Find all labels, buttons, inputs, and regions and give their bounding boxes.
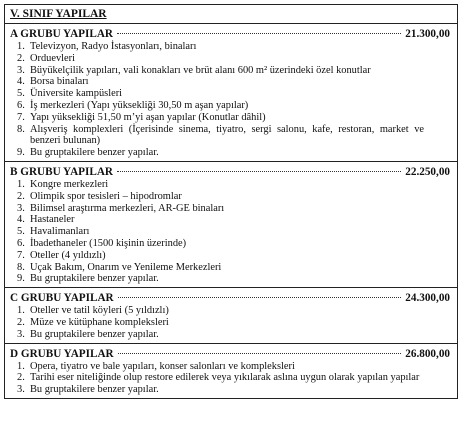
list-item [17, 191, 452, 203]
group-title: A GRUBU YAPILAR [10, 28, 113, 40]
item-number: 6. [17, 99, 25, 111]
list-item [17, 372, 452, 384]
item-text: Bu gruptakilere benzer yapılar. [30, 273, 159, 285]
dot-leader [117, 171, 401, 172]
group-title: C GRUBU YAPILAR [10, 292, 114, 305]
item-number: 9. [17, 147, 25, 159]
group-header [10, 291, 452, 305]
item-text: Bu gruptakilere benzer yapılar. [30, 384, 159, 396]
group-section [5, 162, 457, 288]
item-number: 4. [17, 76, 25, 88]
item-number: 2. [17, 190, 25, 202]
group-price: 22.250,00 [405, 165, 450, 178]
item-text: Bu gruptakilere benzer yapılar. [30, 147, 159, 159]
group-section [5, 24, 457, 162]
item-text: Müze ve kütüphane kompleksleri [30, 316, 169, 328]
building-class-table [4, 4, 458, 399]
list-item [17, 41, 452, 53]
group-section [5, 288, 457, 343]
section-title: V. SINIF YAPILAR [5, 5, 457, 24]
group-price: 24.300,00 [405, 292, 450, 305]
list-item [17, 124, 452, 148]
item-number: 6. [17, 237, 25, 249]
item-number: 8. [17, 261, 25, 273]
item-text: İbadethaneler (1500 kişinin üzerinde) [30, 237, 187, 249]
item-text: Oteller (4 yıldızlı) [30, 249, 106, 261]
group-price: 26.800,00 [405, 347, 450, 360]
item-text: Hastaneler [30, 214, 75, 226]
group-header [10, 347, 452, 361]
item-number: 1. [17, 360, 25, 372]
list-item [17, 203, 452, 215]
item-number: 2. [17, 316, 25, 328]
list-item [17, 384, 452, 396]
list-item [17, 214, 452, 226]
item-number: 4. [17, 214, 25, 226]
item-text: İş merkezleri (Yapı yüksekliği 30,50 m aşan yapılar) [30, 99, 249, 111]
group-header [10, 27, 452, 41]
item-text: Bilimsel araştırma merkezleri, AR-GE binaları [30, 202, 225, 214]
item-list [10, 179, 452, 285]
group-header [10, 165, 452, 179]
dot-leader [117, 33, 401, 34]
item-text: Olimpik spor tesisleri – hipodromlar [30, 190, 182, 202]
item-list [10, 305, 452, 340]
item-text: Borsa binaları [30, 76, 89, 88]
item-text: Orduevleri [30, 52, 76, 64]
groups-container [5, 24, 457, 398]
list-item [17, 100, 452, 112]
list-item [17, 361, 452, 373]
list-item [17, 76, 452, 88]
item-number: 3. [17, 328, 25, 340]
item-text: Havalimanları [30, 226, 90, 238]
item-number: 1. [17, 305, 25, 317]
item-list [10, 41, 452, 159]
item-number: 2. [17, 372, 25, 384]
item-number: 1. [17, 178, 25, 190]
dot-leader [118, 353, 402, 354]
item-list [10, 361, 452, 396]
item-number: 3. [17, 202, 25, 214]
item-number: 5. [17, 226, 25, 238]
item-number: 9. [17, 273, 25, 285]
list-item [17, 329, 452, 341]
item-number: 1. [17, 41, 25, 52]
item-text: Bu gruptakilere benzer yapılar. [30, 328, 159, 340]
group-section [5, 344, 457, 398]
list-item [17, 53, 452, 65]
item-number: 3. [17, 384, 25, 396]
item-number: 5. [17, 88, 25, 100]
item-text: Alışveriş komplexleri (İçerisinde sinema, tiyatro, sergi salonu, kafe, restoran, market ve benzeri bulunan) [30, 123, 424, 147]
item-text: Yapı yüksekliği 51,50 m’yi aşan yapılar (Konutlar dâhil) [30, 111, 266, 123]
dot-leader [118, 297, 402, 298]
item-number: 2. [17, 52, 25, 64]
list-item [17, 238, 452, 250]
item-text: Opera, tiyatro ve bale yapıları, konser salonları ve kompleksleri [30, 360, 295, 372]
item-text: Büyükelçilik yapıları, vali konakları ve brüt alanı 600 m² üzerindeki özel konutlar [30, 64, 371, 76]
list-item [17, 65, 452, 77]
item-text: Uçak Bakım, Onarım ve Yenileme Merkezleri [30, 261, 222, 273]
group-title: B GRUBU YAPILAR [10, 165, 113, 178]
group-price: 21.300,00 [405, 28, 450, 40]
group-title: D GRUBU YAPILAR [10, 347, 114, 360]
list-item [17, 273, 452, 285]
item-number: 3. [17, 64, 25, 76]
item-text: Televizyon, Radyo İstasyonları, binaları [30, 41, 197, 52]
item-number: 7. [17, 249, 25, 261]
item-number: 8. [17, 123, 25, 135]
list-item [17, 305, 452, 317]
item-text: Kongre merkezleri [30, 178, 109, 190]
list-item [17, 262, 452, 274]
list-item [17, 179, 452, 191]
list-item [17, 250, 452, 262]
item-number: 7. [17, 111, 25, 123]
list-item [17, 226, 452, 238]
list-item [17, 147, 452, 159]
item-text: Üniversite kampüsleri [30, 88, 123, 100]
list-item [17, 112, 452, 124]
list-item [17, 317, 452, 329]
item-text: Tarihi eser niteliğinde olup restore edilerek veya yıkılarak aslına uygun olarak yapılan yapılar [30, 372, 420, 384]
item-text: Oteller ve tatil köyleri (5 yıldızlı) [30, 305, 169, 317]
list-item [17, 88, 452, 100]
